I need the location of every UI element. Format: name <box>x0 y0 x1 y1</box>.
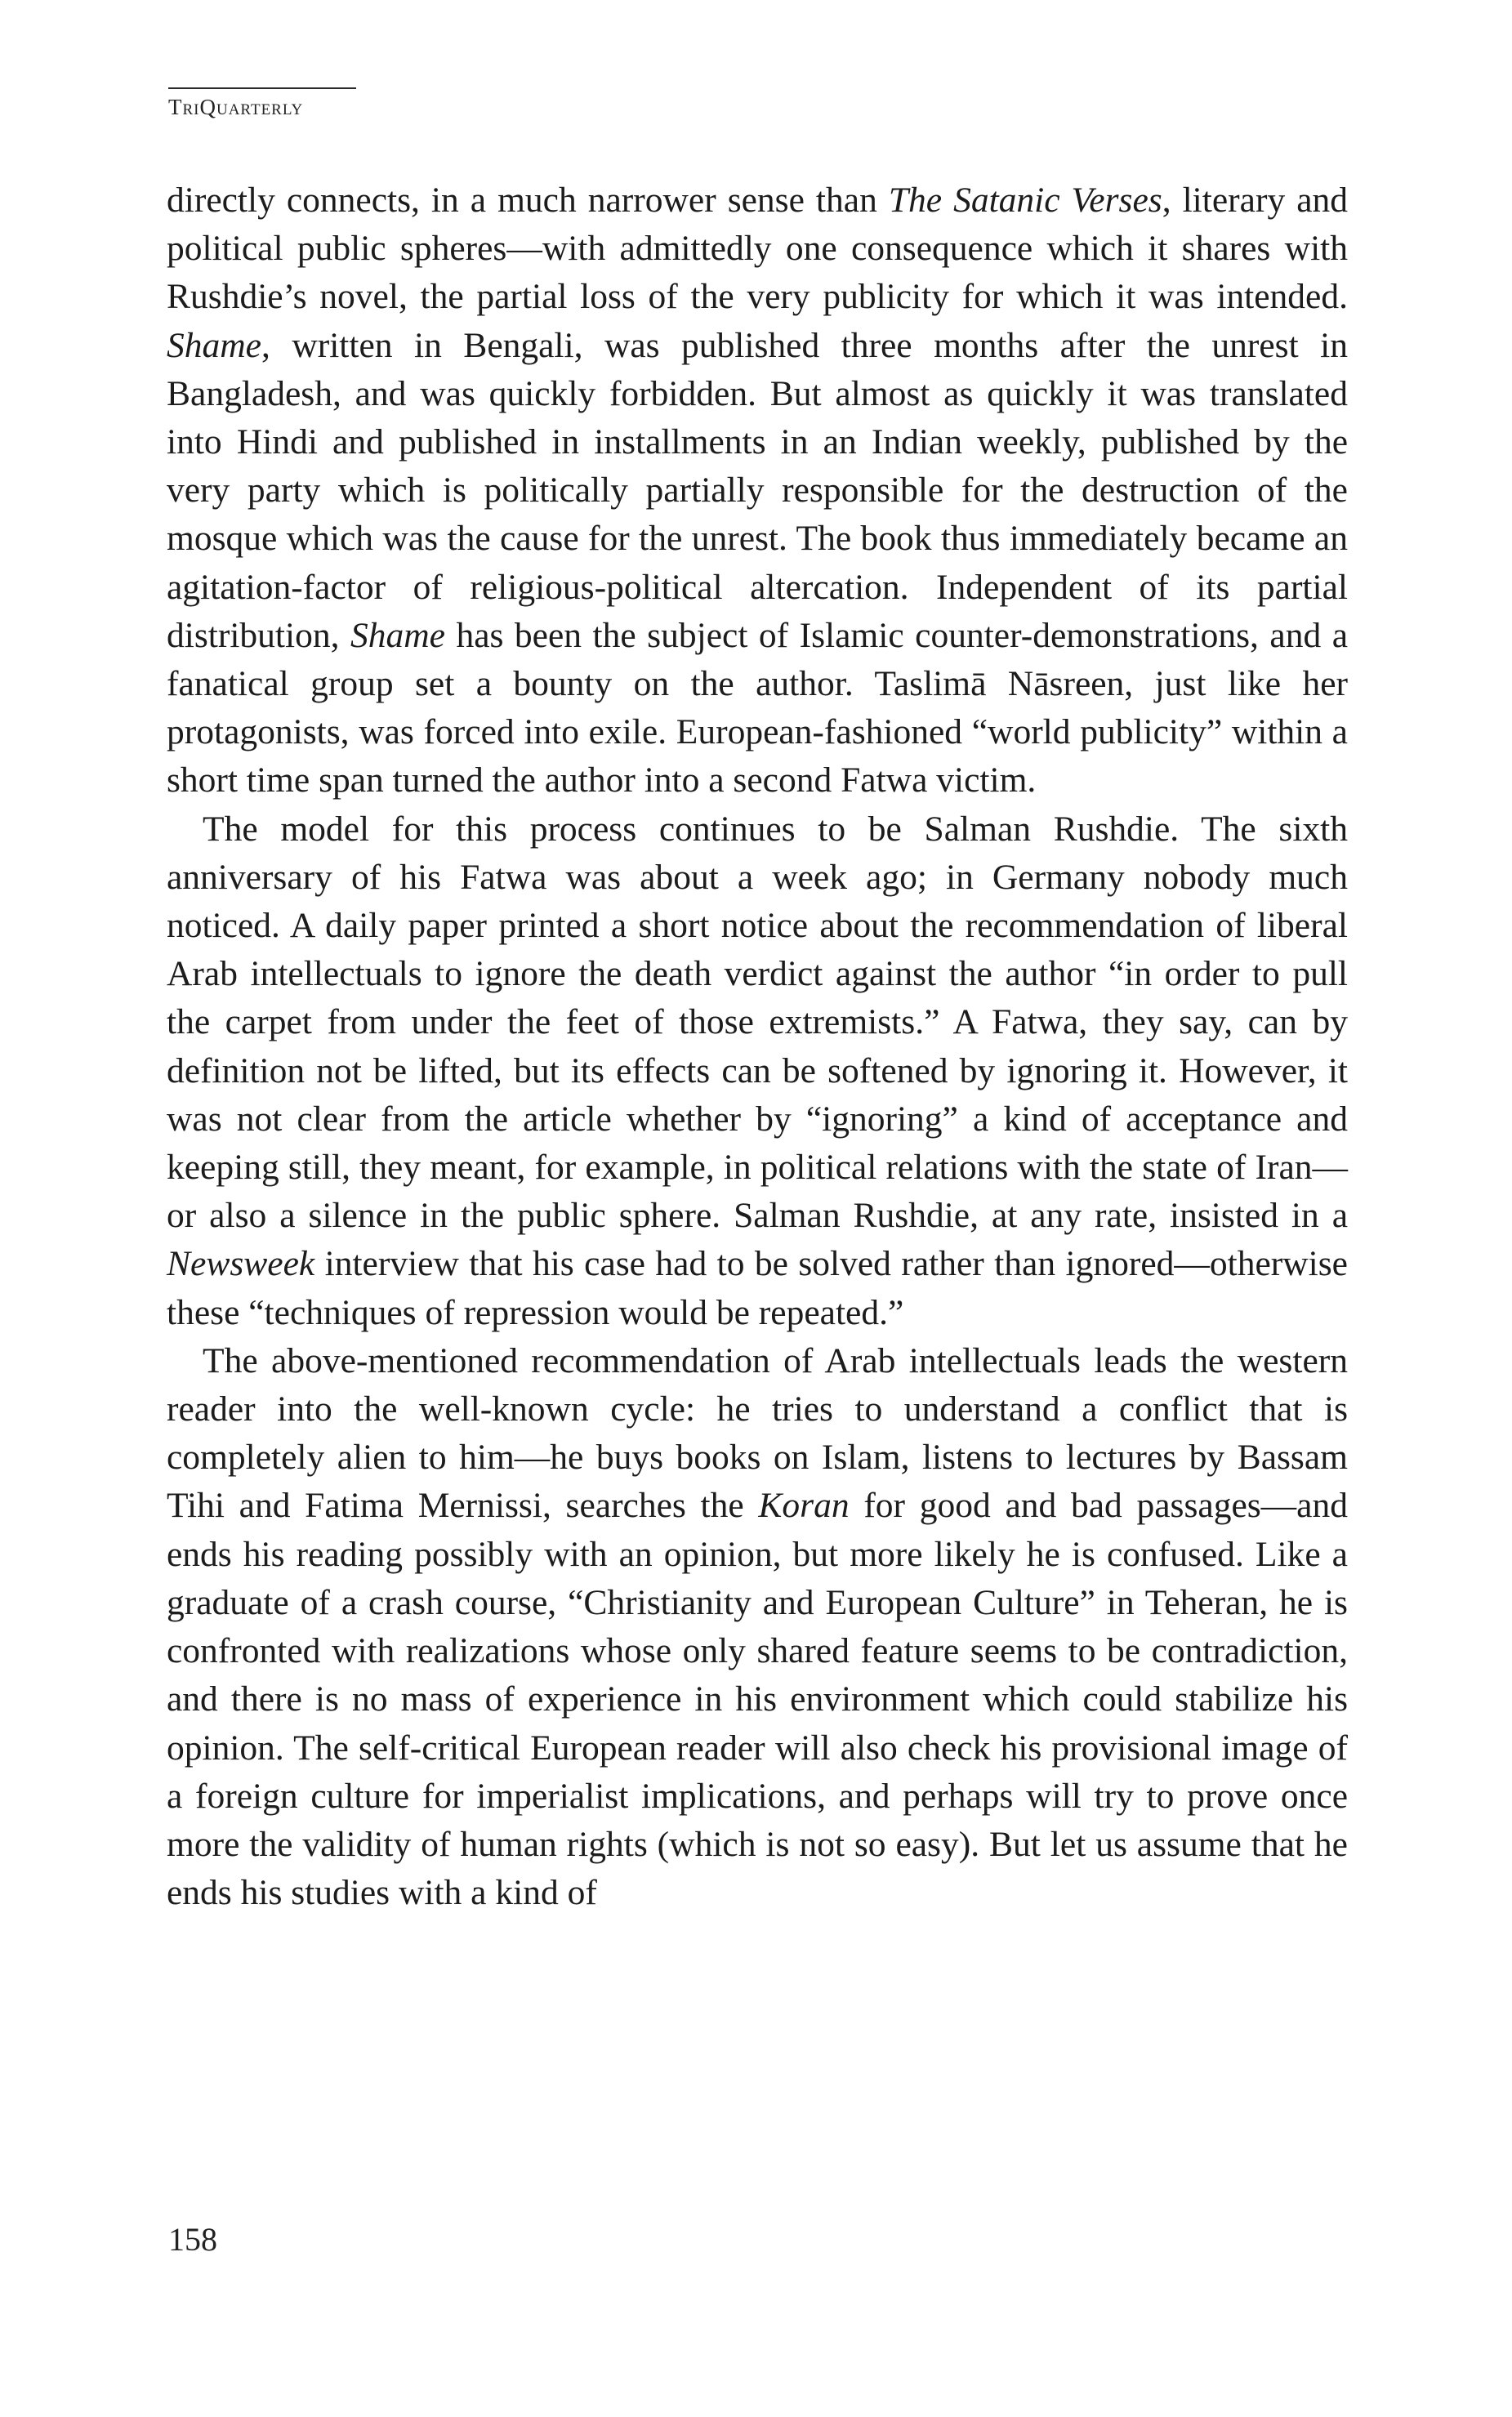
text-segment: The model for this process continues to be Salman Rushdie. The sixth anniversary of his Fatwa was about a week ago; in Germany nobody much noticed. A daily paper printed a short notice about the recommendation of liberal Arab intellectuals to ignore the death verdict against the author “in order to pull the carpet from under the feet of those extremists.” A Fatwa, they say, can by definition not be lifted, but its effects can be softened by ignoring it. However, it was not clear from the article whether by “ignoring” a kind of acceptance and keeping still, they meant, for example, in political relations with the state of Iran—or also a silence in the public sphere. Salman Rushdie, at any rate, insisted in a <box>167 809 1348 1236</box>
page-number: 158 <box>168 2221 217 2258</box>
book-title-shame: Shame <box>350 615 445 655</box>
text-segment: directly connects, in a much narrower sense than <box>167 181 889 220</box>
text-segment: interview that his case had to be solved rather than ignored—otherwise these “techniques of repression would be repeated.” <box>167 1244 1348 1332</box>
text-segment: The above-mentioned recommendation of Arab intellectuals leads the western reader into the well-known cycle: he tries to understand a conflict that is completely alien to him—he buys books on Islam, listens to lectures by Bassam Tihi and Fatima Mernissi, searches the <box>167 1340 1348 1526</box>
paragraph <box>167 176 1348 805</box>
text-segment: , written in Bengali, was published three months after the unrest in Bangladesh, and was quickly forbidden. But almost as quickly it was translated into Hindi and published in installments in an Indian weekly, published by the very party which is politically partially responsible for the destruction of the mosque which was the cause for the unrest. The book thus immediately became an agitation-factor of religious-political altercation. Independent of its partial distribution, <box>167 325 1348 655</box>
book-title-the-satanic-verses: The Satanic Verses <box>888 181 1162 220</box>
text-segment: for good and bad passages—and ends his reading possibly with an opinion, but more likely he is confused. Like a graduate of a crash course, “Christianity and European Culture” in Teheran, he is confronted with realizations whose only shared feature seems to be contradiction, and there is no mass of experience in his environment which could stabilize his opinion. The self-critical European reader will also check his provisional image of a foreign culture for imperialist implications, and perhaps will try to prove once more the validity of human rights (which is not so easy). But let us assume that he ends his studies with a kind of <box>167 1486 1348 1913</box>
book-title-shame: Shame <box>167 325 261 365</box>
header-rule <box>168 87 356 89</box>
paragraph <box>167 1337 1348 1917</box>
running-head: TriQuarterly <box>168 95 304 119</box>
paragraph <box>167 805 1348 1337</box>
publication-title-newsweek: Newsweek <box>167 1244 315 1284</box>
article-body <box>167 176 1348 1917</box>
book-title-koran: Koran <box>758 1486 850 1526</box>
text-segment: has been the subject of Islamic counter-demonstrations, and a fanatical group set a bounty on the author. Taslimā Nāsreen, just like her protagonists, was forced into exile. European-fashioned “world publicity” within a short time span turned the author into a second Fatwa victim. <box>167 615 1348 800</box>
text-segment: , literary and political public spheres—with admittedly one consequence which it shares with Rushdie’s novel, the partial loss of the very publicity for which it was intended. <box>167 181 1348 317</box>
